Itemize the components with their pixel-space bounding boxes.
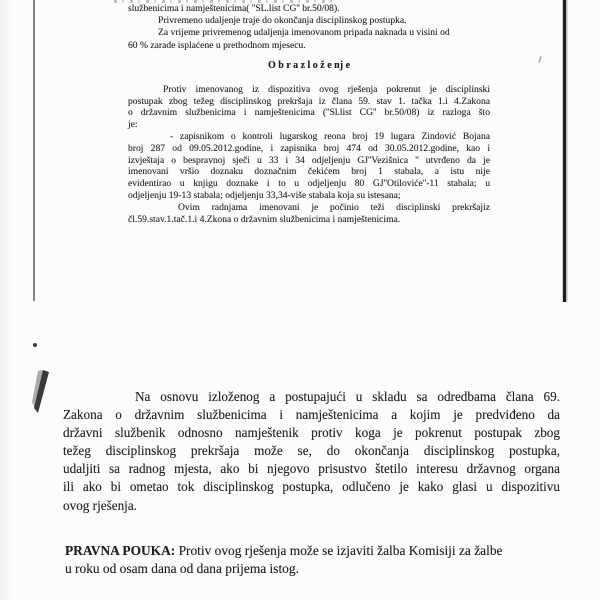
- document-line: 60 % zarade isplaćene u prethodnom mjesecu.: [128, 39, 306, 51]
- document-line: evidentirao u knjigu doznake i to u odjeljenju 80 GJ''Otiloviće''-11 stabala; u: [128, 178, 490, 190]
- document-line: imenovani vršio doznaku doznačnim čekićem broj 1 stabala, a istu nije: [128, 166, 490, 178]
- document-line: ovog rješenja.: [63, 497, 137, 513]
- document-line: Na osnovu izloženog a postupajući u skladu sa odredbama člana 69.: [135, 389, 560, 404]
- scan-edge-line-right: [563, 0, 566, 302]
- document-line: čl.59.stav.1.tač.1.i 4.Zkona o državnim službenicima i namještenicima.: [128, 213, 401, 225]
- document-line: službenicima i namještenicima( ''SL.list CG'' br.50/08).: [128, 3, 340, 14]
- pen-mark: [30, 370, 56, 414]
- document-line: izvještaja o bespravnoj sječi u 33 i 34 odjeljenju GJ''Vezišnica '' utvrđeno da je: [128, 154, 490, 166]
- document-line: ili ako bi ometao tok disciplinskog postupka, odlučeno je kako glasi u dispozitivu: [63, 479, 560, 495]
- obrazlozenje-heading: O b r a z l o ž e nj e: [267, 59, 351, 71]
- legal-remedy-text: Protiv ovog rješenja može se izjaviti žalba Komisiji za žalbe: [175, 543, 503, 558]
- document-line: [65, 542, 562, 560]
- document-line: je:: [128, 119, 138, 131]
- scan-edge-line-left: [33, 0, 35, 301]
- scan-fragment-top: [128, 3, 490, 225]
- document-line: odjeljenju 19-13 stabala; odjeljenju 33,34-više stabala koja su istesana;: [128, 189, 401, 201]
- document-line: Ovim radnjama imenovani je počinio teži disciplinski prekršajiz: [178, 201, 490, 213]
- legal-remedy-section: [65, 542, 562, 577]
- document-line: u roku od osam dana od dana prijema istog.: [65, 560, 299, 576]
- document-line: broj 287 od 09.05.2012.godine, i zapisnika broj 474 od 30.05.2012.godine, kao i: [128, 142, 490, 154]
- scan-fragment-bottom: [63, 388, 560, 515]
- reasoning-paragraph-1: [128, 84, 490, 131]
- document-line: Zakona o državnim službenicima i namještenicima a kojim je predviđeno da: [63, 407, 560, 423]
- document-line: - zapisnikom o kontroli lugarskog reona broj 19 lugara Zindović Bojana: [170, 131, 490, 142]
- document-line: Privremeno udaljenje traje do okončanja disciplinskog postupka.: [158, 15, 407, 27]
- document-line: težeg disciplinskog prekršaja može se, do okončanja disciplinskog postupka,: [63, 443, 560, 459]
- document-line: Protiv imenovanog iz dispozitiva ovog rješenja pokrenut je disciplinski: [163, 83, 490, 95]
- reasoning-paragraph-2: [128, 202, 490, 226]
- document-line: postupak zbog težeg disciplinskog prekršaja iz člana 59. stav 1. tačka 1.i 4.Zakona: [128, 95, 490, 107]
- evidence-bullet-paragraph: [128, 131, 490, 202]
- legal-remedy-label: PRAVNA POUKA:: [65, 543, 176, 558]
- document-line: o državnim službenicima i namještenicima (''Sl.list CG'' br.50/08) iz razloga što: [128, 107, 490, 119]
- document-line: Za vrijeme privremenog udaljenja imenovanom pripada naknada u visini od: [158, 27, 450, 39]
- document-line: udaljiti sa radnog mjesta, ako bi njegovo prisustvo štetilo interesu državnog organa: [63, 461, 560, 477]
- scan-shadow-left: [0, 0, 12, 600]
- ink-dot: [33, 343, 37, 347]
- document-line: državni službenik odnosno namještenik protiv koga je pokrenut postupak zbog: [63, 425, 560, 441]
- intro-paragraph: [128, 3, 490, 52]
- scan-speck: [538, 56, 542, 63]
